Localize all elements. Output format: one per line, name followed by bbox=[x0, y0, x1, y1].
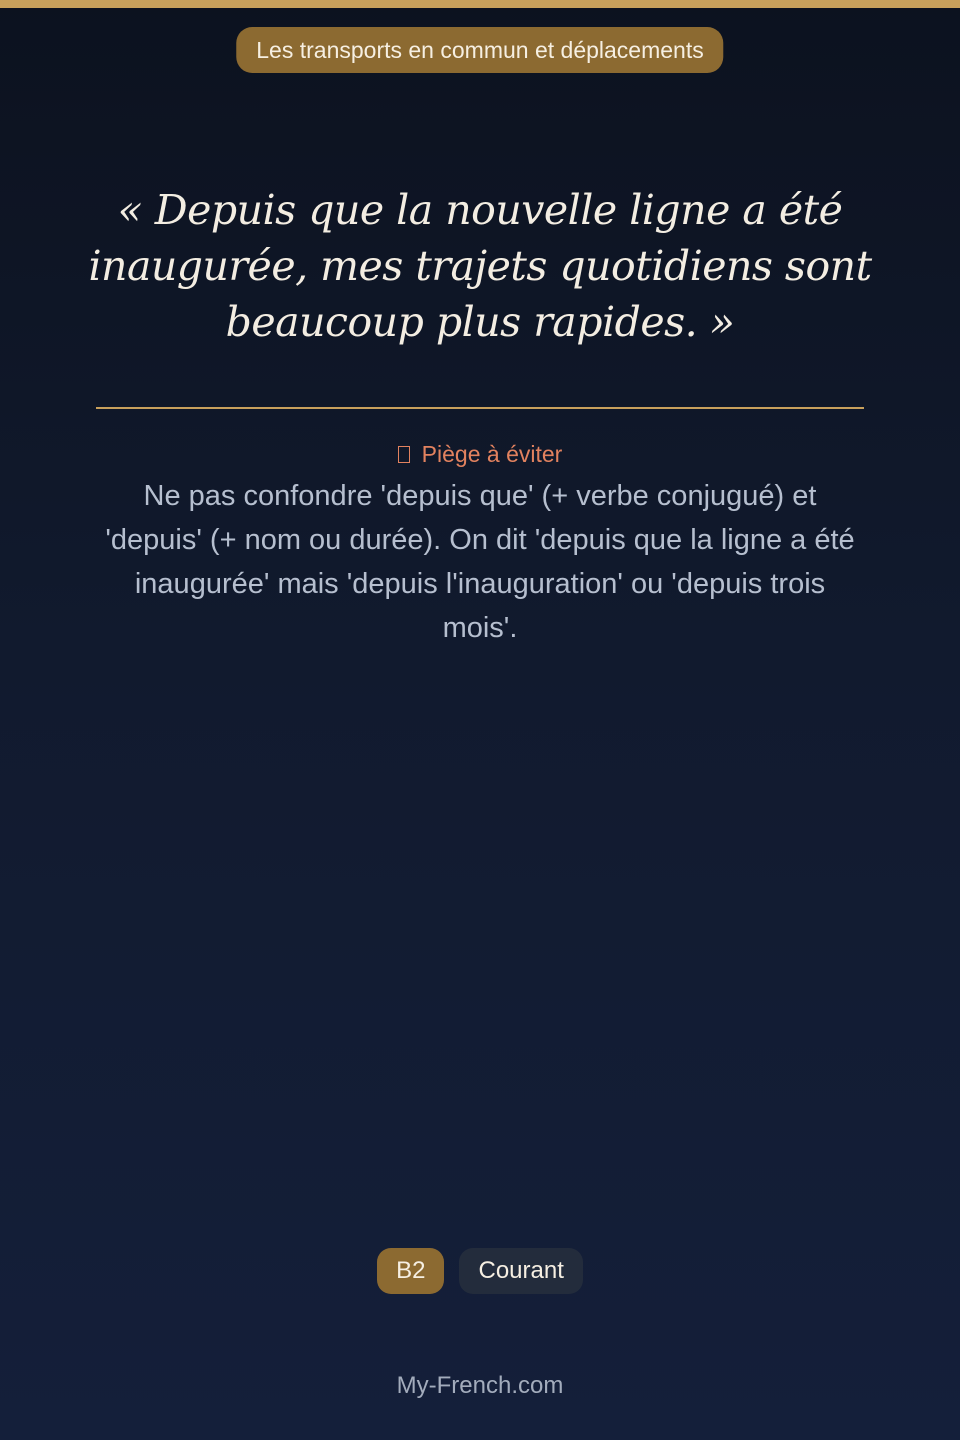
pitfall-header bbox=[0, 440, 960, 468]
pitfall-title: Piège à éviter bbox=[421, 441, 563, 467]
site-footer: My-French.com bbox=[396, 1372, 564, 1399]
top-accent-bar bbox=[0, 0, 960, 8]
topic-badge: Les transports en commun et déplacements bbox=[236, 27, 723, 73]
warning-box-icon bbox=[398, 446, 410, 463]
example-sentence: « Depuis que la nouvelle ligne a été inaugurée, mes trajets quotidiens sont beaucoup plus rapides. » bbox=[88, 186, 872, 346]
divider bbox=[96, 407, 864, 409]
register-badge: Courant bbox=[459, 1248, 582, 1294]
level-badge: B2 bbox=[377, 1248, 444, 1294]
tag-row bbox=[0, 1248, 960, 1294]
pitfall-explanation: Ne pas confondre 'depuis que' (+ verbe conjugué) et 'depuis' (+ nom ou durée). On dit 'depuis que la ligne a été inaugurée' mais 'depuis l'inauguration' ou 'depuis trois mois'. bbox=[105, 480, 855, 644]
